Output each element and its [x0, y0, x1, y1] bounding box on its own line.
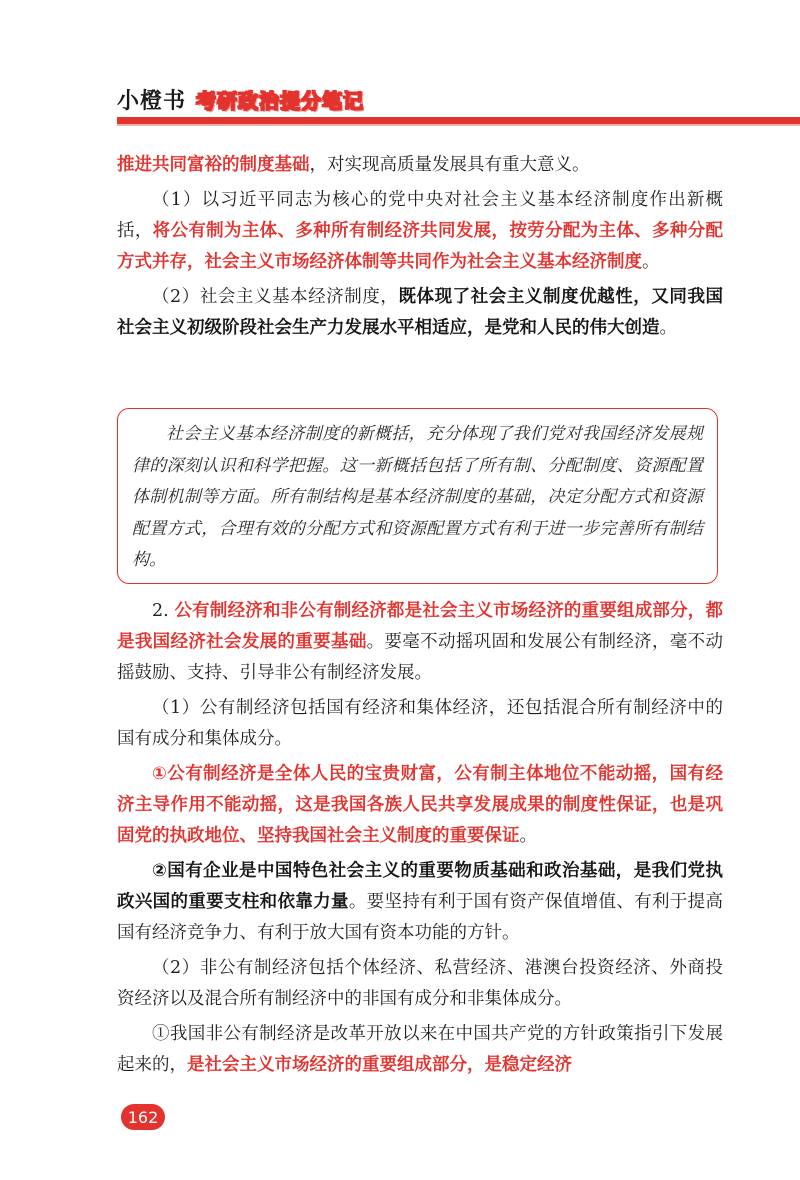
- body-text: 。: [659, 318, 677, 338]
- highlight-text: 公有制经济和非公有制经济都是社会主义市场经济的重要组成部分，都是我国经济社会发展的重要基础: [117, 601, 723, 652]
- body-text-top: [117, 150, 723, 348]
- paragraph: [117, 150, 723, 181]
- body-text: ①我国非公有制经济是改革开放以来在中国共产党的方针政策指引下发展起来的，: [117, 1024, 723, 1075]
- series-title: 考研政治提分笔记: [196, 88, 365, 113]
- page-number-badge: [121, 1104, 165, 1130]
- paragraph: [117, 856, 723, 949]
- note-text: 社会主义基本经济制度的新概括，充分体现了我们党对我国经济发展规律的深刻认识和科学把握。这一新概括包括了所有制、分配制度、资源配置体制机制等方面。所有制结构是基本经济制度的基础，决定分配方式和资源配置方式，合理有效的分配方式和资源配置方式有利于进一步完善所有制结构。: [132, 424, 703, 570]
- note-box: [117, 408, 718, 584]
- bold-text: ②国有企业是中国特色社会主义的重要物质基础和政治基础，是我们党执政兴国的重要支柱和依靠力量: [117, 861, 723, 912]
- body-text: 。: [519, 826, 537, 846]
- highlight-text: ①公有制经济是全体人民的宝贵财富，公有制主体地位不能动摇，国有经济主导作用不能动摇，这是我国各族人民共享发展成果的制度性保证，也是巩固党的执政地位、坚持我国社会主义制度的重要保证: [117, 764, 723, 846]
- paragraph: [117, 1019, 723, 1081]
- body-text: 。要坚持有利于国有资产保值增值、有利于提高国有经济竞争力、有利于放大国有资本功能的方针。: [117, 892, 724, 943]
- header-rule: [117, 117, 800, 124]
- body-text: （2）非公有制经济包括个体经济、私营经济、港澳台投资经济、外商投资经济以及混合所有制经济中的非国有成分和非集体成分。: [117, 958, 723, 1009]
- paragraph: [117, 953, 723, 1015]
- paragraph: [117, 693, 723, 755]
- page-number: 162: [127, 1107, 159, 1127]
- paragraph: [117, 282, 723, 344]
- body-text: 。要毫不动摇巩固和发展公有制经济，毫不动摇鼓励、支持、引导非公有制经济发展。: [117, 632, 724, 683]
- paragraph: [117, 596, 723, 689]
- bold-text: 既体现了社会主义制度优越性，又同我国社会主义初级阶段社会生产力发展水平相适应，是党和人民的伟大创造: [117, 287, 724, 338]
- body-text: 2.: [152, 601, 175, 621]
- highlight-text: 推进共同富裕的制度基础: [117, 155, 310, 175]
- body-text: ，对实现高质量发展具有重大意义。: [309, 155, 590, 175]
- body-text: （1）以习近平同志为核心的党中央对社会主义基本经济制度作出新概括，: [117, 190, 723, 241]
- body-text: 。: [642, 252, 660, 272]
- highlight-text: 将公有制为主体、多种所有制经济共同发展，按劳分配为主体、多种分配方式并存，社会主义市场经济体制等共同作为社会主义基本经济制度: [117, 221, 724, 272]
- paragraph: [117, 185, 723, 278]
- page-header: [117, 84, 364, 114]
- body-text-bottom: [117, 596, 723, 1085]
- body-text: （1）公有制经济包括国有经济和集体经济，还包括混合所有制经济中的国有成分和集体成分。: [117, 698, 723, 749]
- body-text: （2）社会主义基本经济制度，: [152, 287, 399, 307]
- highlight-text: 是社会主义市场经济的重要组成部分，是稳定经济: [187, 1055, 572, 1075]
- paragraph: [117, 759, 723, 852]
- brand-title: 小橙书: [117, 88, 187, 114]
